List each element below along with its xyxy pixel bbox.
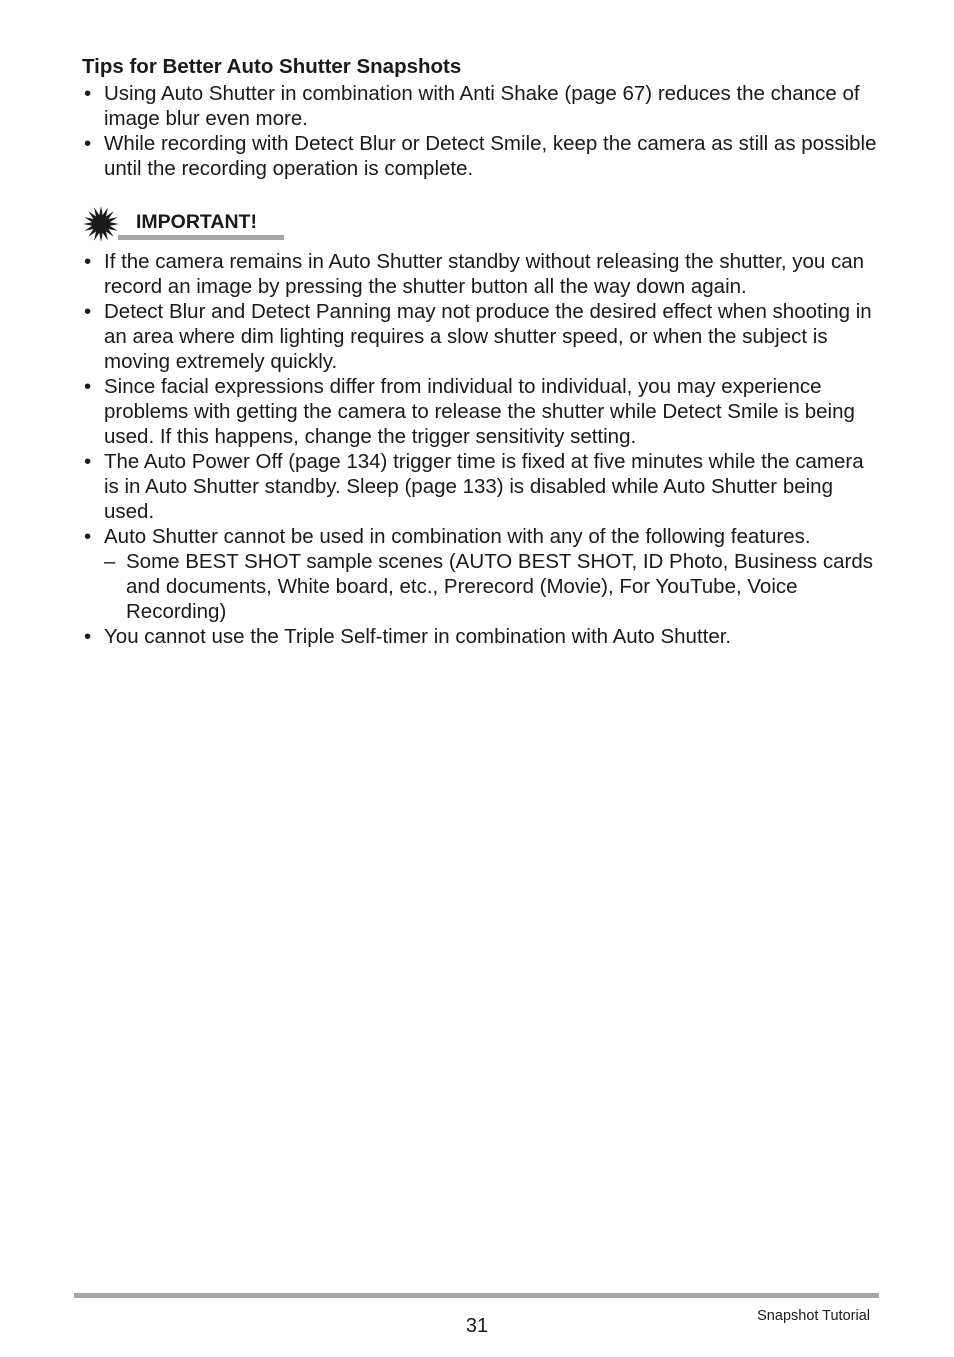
important-underline: [118, 235, 284, 240]
important-item: • Since facial expressions differ from individual to individual, you may experience problems with getting the camera to release the shutter while Detect Smile is being used. If this happens, change the trigger sensitivity setting.: [82, 374, 882, 449]
important-item-text: Auto Shutter cannot be used in combination with any of the following features.: [104, 525, 811, 548]
important-item-with-sublist: [82, 524, 882, 624]
page-number: 31: [465, 1315, 489, 1337]
tip-item: • Using Auto Shutter in combination with Anti Shake (page 67) reduces the chance of image blur even more.: [82, 81, 882, 131]
tip-item: • While recording with Detect Blur or Detect Smile, keep the camera as still as possible until the recording operation is complete.: [82, 131, 882, 181]
burst-icon: [82, 205, 120, 243]
footer-rule: [74, 1293, 879, 1298]
important-banner: [82, 205, 882, 243]
important-sub-item: – Some BEST SHOT sample scenes (AUTO BEST SHOT, ID Photo, Business cards and documents, White board, etc., Prerecord (Movie), For YouTube, Voice Recording): [104, 549, 882, 624]
important-list: [82, 249, 882, 649]
important-item: • Detect Blur and Detect Panning may not produce the desired effect when shooting in an area where dim lighting requires a slow shutter speed, or when the subject is moving extremely quickly.: [82, 299, 882, 374]
important-item: • The Auto Power Off (page 134) trigger time is fixed at five minutes while the camera is in Auto Shutter standby. Sleep (page 133) is disabled while Auto Shutter being used.: [82, 449, 882, 524]
important-item: • If the camera remains in Auto Shutter standby without releasing the shutter, you can record an image by pressing the shutter button all the way down again.: [82, 249, 882, 299]
section-name: Snapshot Tutorial: [757, 1308, 870, 1324]
tips-heading: Tips for Better Auto Shutter Snapshots: [82, 55, 462, 78]
page-content: [82, 54, 882, 649]
important-item: • You cannot use the Triple Self-timer in combination with Auto Shutter.: [82, 624, 882, 649]
important-label: IMPORTANT!: [136, 211, 257, 233]
tips-list: [82, 81, 882, 181]
important-sublist: [104, 549, 882, 624]
